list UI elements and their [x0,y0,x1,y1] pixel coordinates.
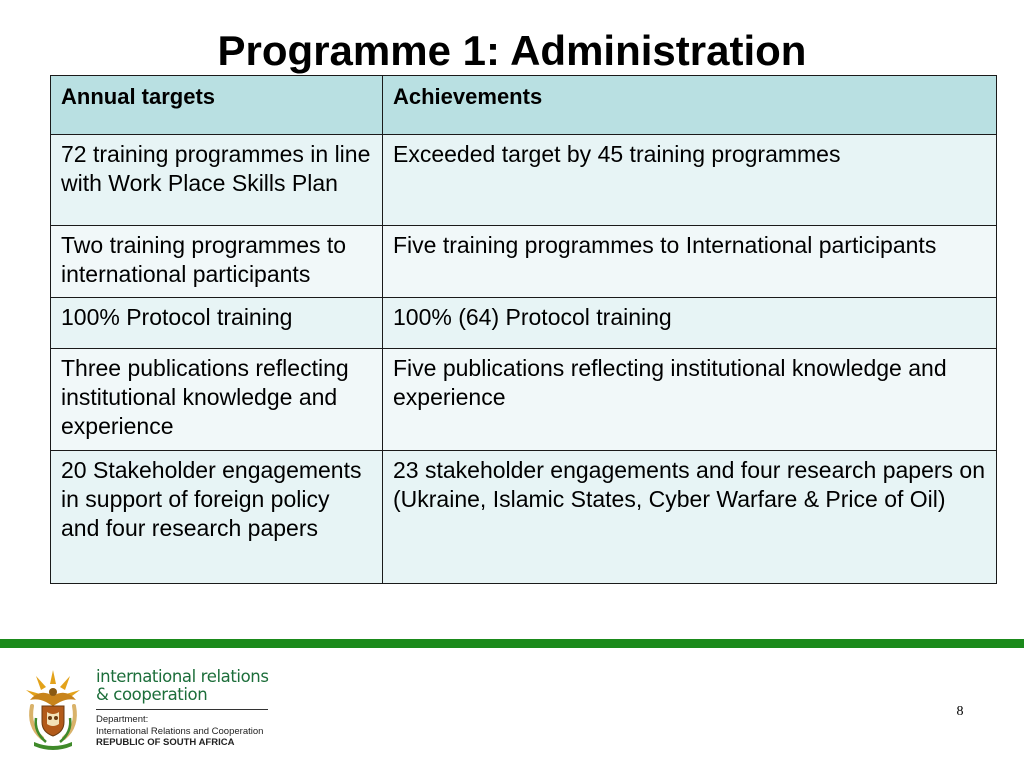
achievement-cell: Exceeded target by 45 training programmes [383,135,997,226]
department-label: Department: [96,714,149,725]
brand-divider [96,709,268,710]
department-name: International Relations and Cooperation [96,725,264,737]
department-branding [96,668,286,749]
table-row [51,135,997,226]
achievement-cell: Five publications reflecting institutional knowledge and experience [383,349,997,451]
target-cell: 20 Stakeholder engagements in support of foreign policy and four research papers [51,451,383,584]
country-name: REPUBLIC OF SOUTH AFRICA [96,737,235,748]
table-row [51,349,997,451]
achievement-cell: Five training programmes to International participants [383,226,997,298]
footer-divider-bar [0,639,1024,648]
brand-line-2: & cooperation [96,685,208,704]
table-row [51,226,997,298]
target-cell: Three publications reflecting institutional knowledge and experience [51,349,383,451]
header-achievements: Achievements [383,76,997,135]
page-number: 8 [956,704,964,719]
target-cell: 100% Protocol training [51,298,383,349]
table-row [51,451,997,584]
brand-line-1: international relations [96,667,269,686]
target-cell: Two training programmes to international participants [51,226,383,298]
targets-table [50,75,997,584]
achievement-cell: 100% (64) Protocol training [383,298,997,349]
header-annual-targets: Annual targets [51,76,383,135]
table-row [51,298,997,349]
slide-title: Programme 1: Administration [217,27,807,74]
coat-of-arms-icon [22,666,84,750]
table-header-row [51,76,997,135]
achievement-cell: 23 stakeholder engagements and four research papers on (Ukraine, Islamic States, Cyber Warfare & Price of Oil) [383,451,997,584]
target-cell: 72 training programmes in line with Work Place Skills Plan [51,135,383,226]
